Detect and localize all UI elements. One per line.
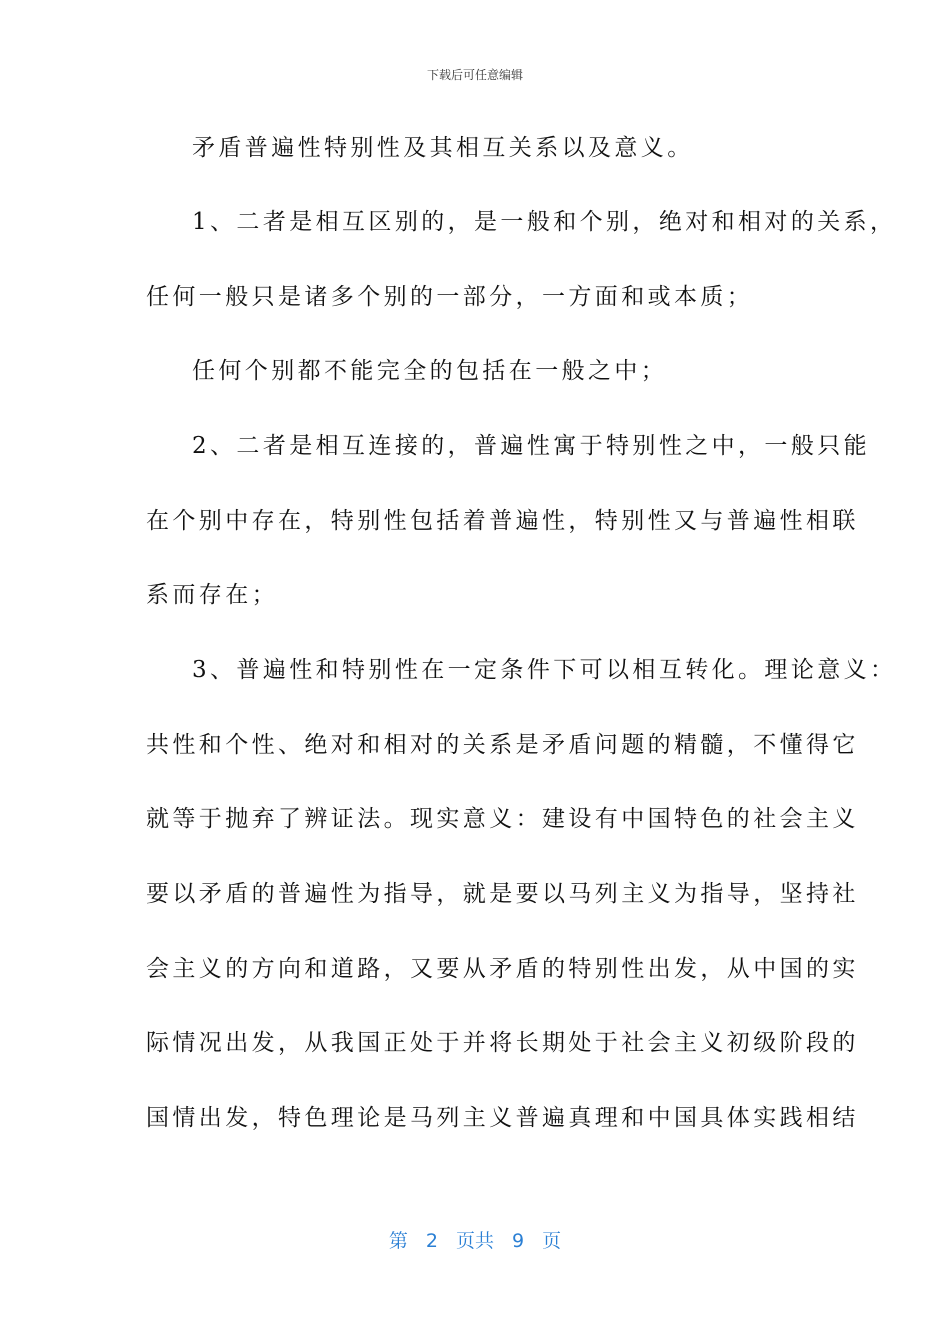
footer-suffix: 页 [542, 1230, 562, 1252]
paragraph-line: 共性和个性、绝对和相对的关系是矛盾问题的精髓，不懂得它 [146, 732, 859, 758]
footer-middle: 页共 [455, 1230, 494, 1252]
footer-prefix: 第 [388, 1230, 408, 1252]
paragraph-line: 2、二者是相互连接的，普遍性寓于特别性之中，一般只能 [192, 433, 871, 459]
paragraph-title-line: 矛盾普遍性特别性及其相互关系以及意义。 [192, 135, 694, 161]
paragraph-line: 1、二者是相互区别的，是一般和个别，绝对和相对的关系， [192, 209, 897, 235]
paragraph-line: 国情出发，特色理论是马列主义普遍真理和中国具体实践相结 [146, 1105, 859, 1131]
footer-current-page: 2 [425, 1230, 438, 1252]
footer-total-pages: 9 [512, 1230, 525, 1252]
paragraph-line: 任何一般只是诸多个别的一部分，一方面和或本质； [146, 284, 754, 310]
paragraph-line: 任何个别都不能完全的包括在一般之中； [192, 358, 668, 384]
paragraph-line: 在个别中存在，特别性包括着普遍性，特别性又与普遍性相联 [146, 508, 859, 534]
page-header-note: 下载后可任意编辑 [426, 68, 523, 82]
paragraph-line: 3、普遍性和特别性在一定条件下可以相互转化。理论意义： [192, 657, 897, 683]
paragraph-line: 就等于抛弃了辨证法。现实意义：建设有中国特色的社会主义 [146, 806, 859, 832]
paragraph-line: 会主义的方向和道路，又要从矛盾的特别性出发，从中国的实 [146, 956, 859, 982]
paragraph-line: 系而存在； [146, 582, 278, 608]
paragraph-line: 际情况出发，从我国正处于并将长期处于社会主义初级阶段的 [146, 1030, 859, 1056]
paragraph-line: 要以矛盾的普遍性为指导，就是要以马列主义为指导，坚持社 [146, 881, 859, 907]
page-footer [0, 1226, 950, 1253]
